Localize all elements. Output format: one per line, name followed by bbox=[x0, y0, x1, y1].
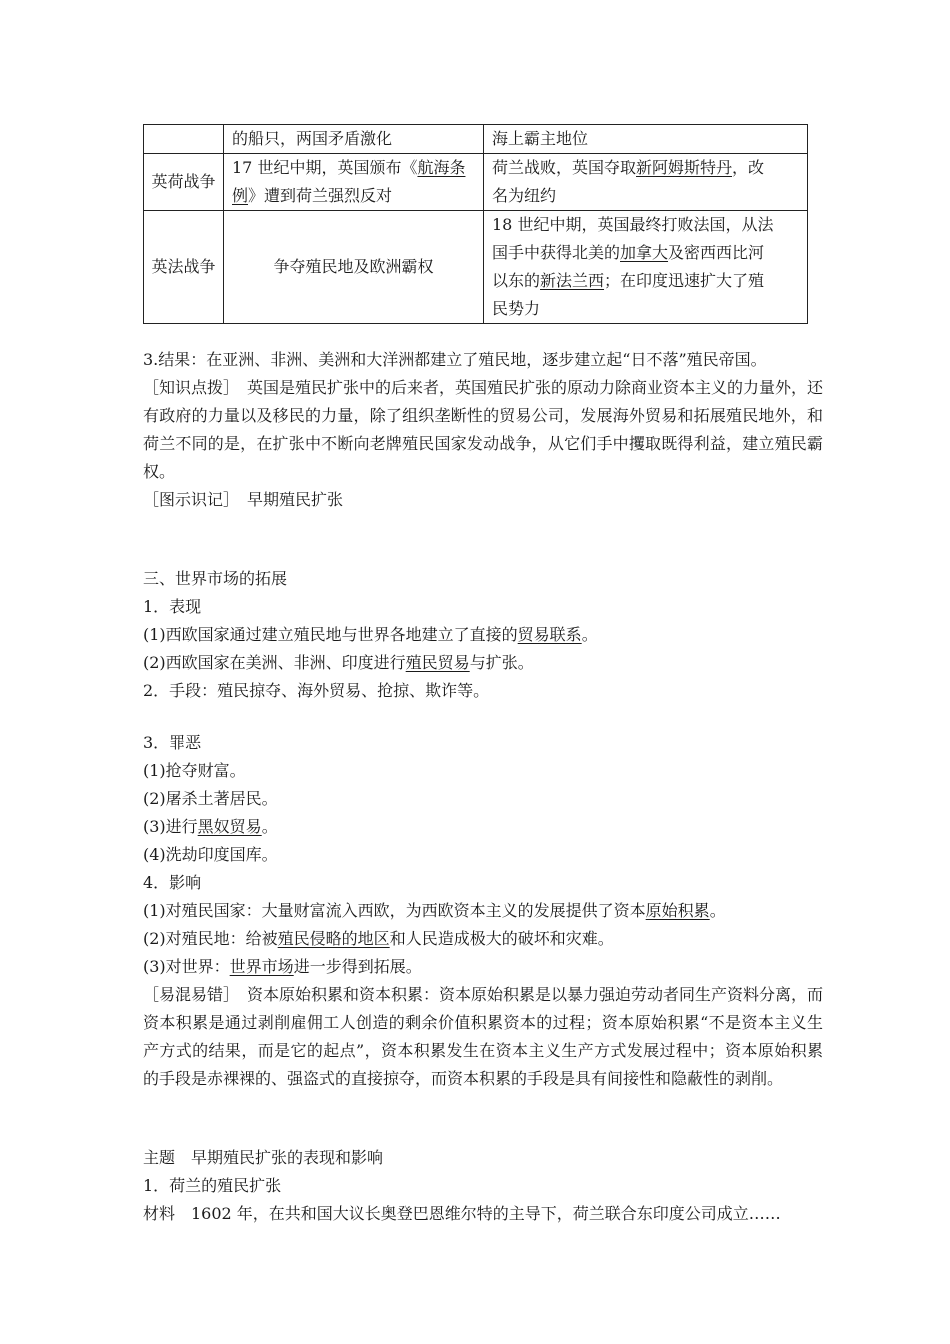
underlined-term: 加拿大 bbox=[620, 243, 669, 262]
subsection-title: 1．表现 bbox=[143, 597, 202, 616]
list-item: (1)对殖民国家：大量财富流入西欧，为西欧资本主义的发展提供了资本原始积累。 bbox=[143, 901, 726, 920]
underlined-term: 新阿姆斯特丹 bbox=[636, 158, 733, 177]
colonial-wars-table bbox=[143, 124, 808, 324]
underlined-term: 殖民贸易 bbox=[405, 653, 470, 672]
underlined-term: 例 bbox=[232, 186, 249, 205]
war-result-cell: 18 世纪中期，英国最终打败法国，从法 国手中获得北美的加拿大及密西西比河 以东的新法兰西；在印度迅速扩大了殖 民势力 bbox=[484, 211, 808, 324]
figure-note: ［图示识记］ 早期殖民扩张 bbox=[143, 490, 344, 509]
underlined-term: 黑奴贸易 bbox=[197, 817, 262, 836]
war-result-cell: 荷兰战败，英国夺取新阿姆斯特丹，改 名为纽约 bbox=[484, 154, 808, 211]
war-name-cell bbox=[144, 125, 224, 154]
list-item: (2)西欧国家在美洲、非洲、印度进行殖民贸易与扩张。 bbox=[143, 653, 534, 672]
underlined-term: 贸易联系 bbox=[517, 625, 582, 644]
war-result-cell: 海上霸主地位 bbox=[484, 125, 808, 154]
underlined-term: 航海条 bbox=[417, 158, 466, 177]
section-title: 三、世界市场的拓展 bbox=[143, 569, 288, 588]
subsection-title: 4．影响 bbox=[143, 873, 202, 892]
topic-title: 主题 早期殖民扩张的表现和影响 bbox=[143, 1148, 384, 1167]
subsection-title: 1．荷兰的殖民扩张 bbox=[143, 1176, 282, 1195]
result-line: 3.结果：在亚洲、非洲、美洲和大洋洲都建立了殖民地，逐步建立起“日不落”殖民帝国。 bbox=[143, 350, 767, 369]
confusion-tip: ［易混易错］ 资本原始积累和资本积累：资本原始积累是以暴力强迫劳动者同生产资料分离，而资本积累是通过剥削雇佣工人创造的剩余价值积累资本的过程；资本原始积累“不是资本主义生产方式的结果，而是它的起点”，资本积累发生在资本主义生产方式发展过程中；资本原始积累的手段是赤裸裸的、强盗式的直接掠夺，而资本积累的手段是具有间接性和隐蔽性的剥削。 bbox=[143, 985, 824, 1088]
war-cause-cell: 的船只，两国矛盾激化 bbox=[224, 125, 484, 154]
list-item: (2)对殖民地：给被殖民侵略的地区和人民造成极大的破坏和灾难。 bbox=[143, 929, 614, 948]
subsection-title: 2．手段：殖民掠夺、海外贸易、抢掠、欺诈等。 bbox=[143, 681, 490, 700]
underlined-term: 新法兰西 bbox=[540, 271, 605, 290]
table-row bbox=[144, 211, 808, 324]
material-text: 材料 1602 年，在共和国大议长奥登巴恩维尔特的主导下，荷兰联合东印度公司成立…… bbox=[143, 1204, 781, 1223]
underlined-term: 原始积累 bbox=[645, 901, 710, 920]
list-item: (2)屠杀土著居民。 bbox=[143, 789, 278, 808]
table-row bbox=[144, 154, 808, 211]
knowledge-tip: ［知识点拨］ 英国是殖民扩张中的后来者，英国殖民扩张的原动力除商业资本主义的力量外，还有政府的力量以及移民的力量，除了组织垄断性的贸易公司，发展海外贸易和拓展殖民地外，和荷兰不同的是，在扩张中不断向老牌殖民国家发动战争，从它们手中攫取既得利益，建立殖民霸权。 bbox=[143, 378, 824, 481]
war-name-cell: 英荷战争 bbox=[144, 154, 224, 211]
list-item: (1)西欧国家通过建立殖民地与世界各地建立了直接的贸易联系。 bbox=[143, 625, 598, 644]
underlined-term: 世界市场 bbox=[229, 957, 294, 976]
war-cause-cell: 17 世纪中期，英国颁布《航海条 例》遭到荷兰强烈反对 bbox=[224, 154, 484, 211]
list-item: (3)进行黑奴贸易。 bbox=[143, 817, 278, 836]
war-name-cell: 英法战争 bbox=[144, 211, 224, 324]
list-item: (4)洗劫印度国库。 bbox=[143, 845, 278, 864]
list-item: (3)对世界：世界市场进一步得到拓展。 bbox=[143, 957, 422, 976]
subsection-title: 3．罪恶 bbox=[143, 733, 202, 752]
war-cause-cell: 争夺殖民地及欧洲霸权 bbox=[224, 211, 484, 324]
list-item: (1)抢夺财富。 bbox=[143, 761, 246, 780]
table-row bbox=[144, 125, 808, 154]
underlined-term: 殖民侵略的地区 bbox=[277, 929, 390, 948]
